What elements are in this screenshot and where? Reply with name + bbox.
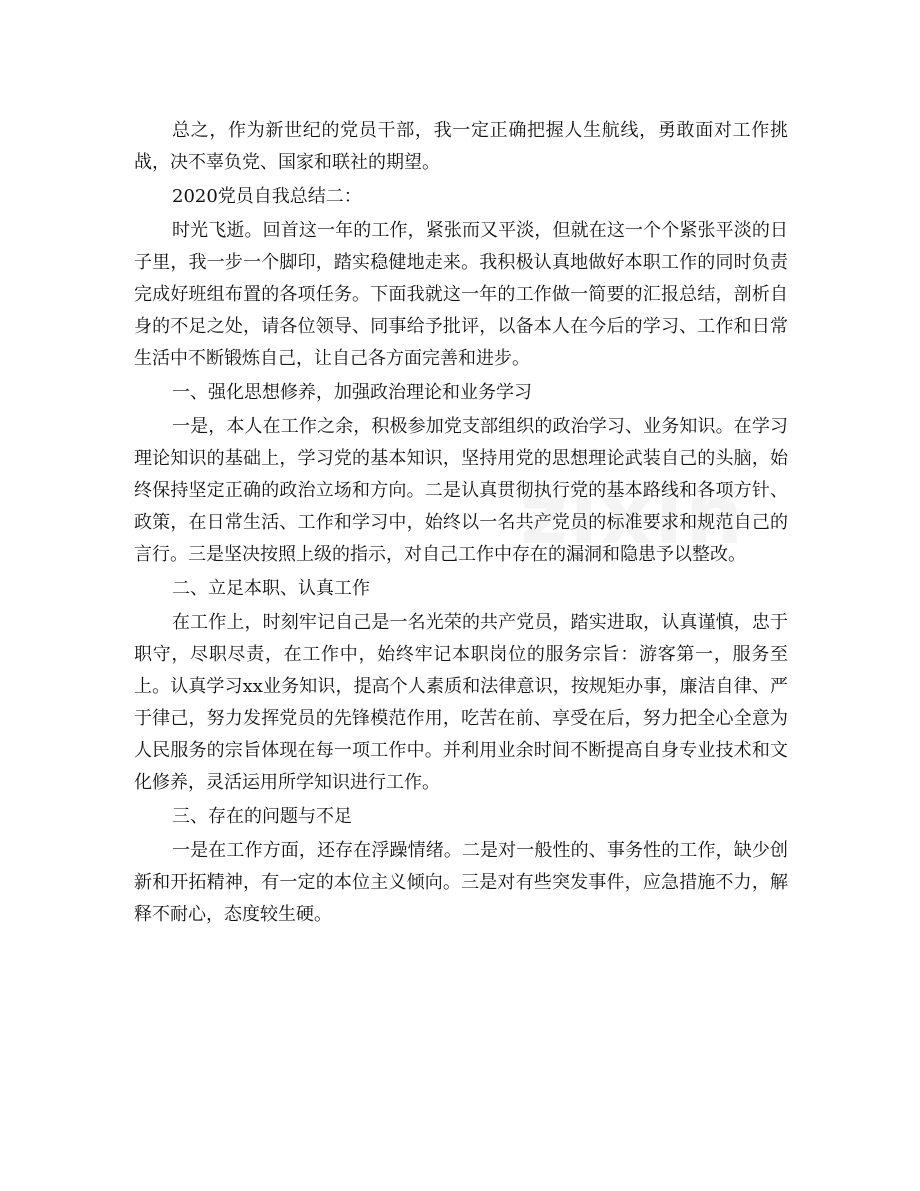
paragraph-work: 在工作上，时刻牢记自己是一名光荣的共产党员，踏实进取，认真谨慎，忠于职守，尽职尽责，在工作中，始终牢记本职岗位的服务宗旨：游客第一，服务至上。认真学习xx业务知识，提高个人素质和法律意识，按规矩办事，廉洁自律、严于律己，努力发挥党员的先锋模范作用，吃苦在前、享受在后，努力把全心全意为人民服务的宗旨体现在每一项工作中。并利用业余时间不断提高自身专业技术和文化修养，灵活运用所学知识进行工作。: [134, 612, 788, 793]
section-title: 2020党员自我总结二：: [172, 186, 362, 207]
paragraph-problems: 一是在工作方面，还存在浮躁情绪。二是对一般性的、事务性的工作，缺少创新和开拓精神，有一定的本位主义倾向。三是对有些突发事件，应急措施不力，解释不耐心，态度较生硬。: [134, 840, 788, 925]
heading-3: 三、存在的问题与不足: [172, 806, 352, 827]
paragraph-conclusion: 总之，作为新世纪的党员干部，我一定正确把握人生航线，勇敢面对工作挑战，决不辜负党、国家和联社的期望。: [134, 120, 788, 173]
paragraph-intro: 时光飞逝。回首这一年的工作，紧张而又平淡，但就在这一个个紧张平淡的日子里，我一步一个脚印，踏实稳健地走来。我积极认真地做好本职工作的同时负责完成好班组布置的各项任务。下面我就这一年的工作做一简要的汇报总结，剖析自身的不足之处，请各位领导、同事给予批评，以备本人在今后的学习、工作和日常生活中不断锻炼自己，让自己各方面完善和进步。: [134, 220, 788, 369]
document-body: [134, 115, 788, 933]
heading-1: 一、强化思想修养，加强政治理论和业务学习: [172, 382, 532, 403]
heading-2: 二、立足本职、认真工作: [172, 578, 370, 599]
paragraph-study: 一是，本人在工作之余，积极参加党支部组织的政治学习、业务知识。在学习理论知识的基础上，学习党的基本知识，坚持用党的思想理论武装自己的头脑，始终保持坚定正确的政治立场和方向。二是认真贯彻执行党的基本路线和各项方针、政策，在日常生活、工作和学习中，始终以一名共产党员的标准要求和规范自己的言行。三是坚决按照上级的指示，对自己工作中存在的漏洞和隐患予以整改。: [134, 416, 788, 565]
